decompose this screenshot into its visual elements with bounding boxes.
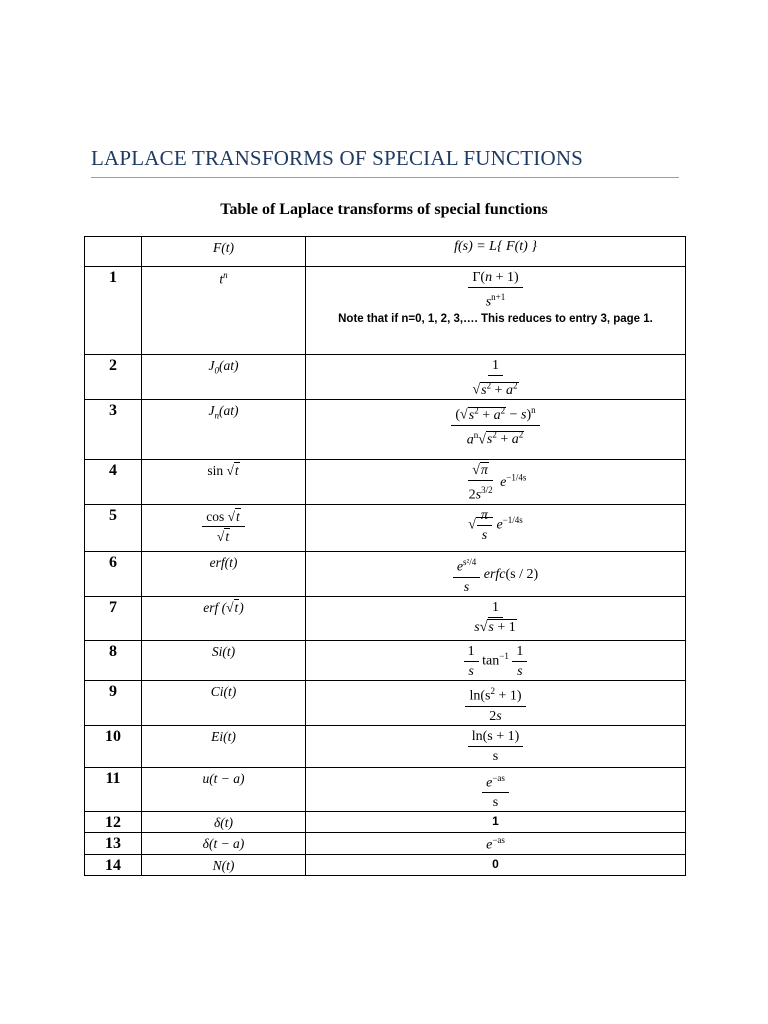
transform-cell: 1	[306, 812, 686, 833]
table-row	[85, 597, 686, 641]
page-heading: LAPLACE TRANSFORMS OF SPECIAL FUNCTIONS	[91, 146, 679, 178]
table-row	[85, 460, 686, 505]
function-cell: erf(t)	[142, 552, 306, 597]
transform-cell: $\frac{1}{s√s + 1}$	[306, 597, 686, 641]
table-row	[85, 400, 686, 460]
function-cell: u(t − a)	[142, 767, 306, 812]
row-number: 4	[85, 460, 142, 505]
function-cell: δ(t)	[142, 812, 306, 833]
row-number: 13	[85, 833, 142, 855]
header-f-of-s: f(s) = L{ F(t) }	[306, 237, 686, 267]
function-cell: N(t)	[142, 854, 306, 875]
row-number: 7	[85, 597, 142, 641]
transform-cell: $\frac{1}{√s^2 + a^2}$	[306, 355, 686, 400]
table-row	[85, 812, 686, 833]
transform-cell: $\frac{e^{s^2/4}}{s}$ erfc(s / 2)	[306, 552, 686, 597]
function-cell: $\frac{\cos √t}{√t}$	[142, 505, 306, 552]
row-number: 1	[85, 267, 142, 355]
row-number: 8	[85, 641, 142, 681]
transform-cell: $\frac{√\pi}{2s^{3/2}}$ $e^{-1/4s}$	[306, 460, 686, 505]
function-cell: Ei(t)	[142, 725, 306, 767]
row-number: 12	[85, 812, 142, 833]
transform-cell: $\frac{\Gamma(n + 1)}{s^{n+1}}$ Note that if n=0, 1, 2, 3,…. This reduces to entry 3, page 1.	[306, 267, 686, 355]
row-number: 9	[85, 681, 142, 726]
row-number: 6	[85, 552, 142, 597]
table-row	[85, 767, 686, 812]
function-cell: $J_n(at)$	[142, 400, 306, 460]
transform-cell: $\frac{e^{-as}}{s}$	[306, 767, 686, 812]
table-row	[85, 725, 686, 767]
row-number: 3	[85, 400, 142, 460]
transform-cell: √ $\frac{\pi}{s}$ $e^{-1/4s}$	[306, 505, 686, 552]
transform-cell: $e^{-as}$	[306, 833, 686, 855]
table-row	[85, 641, 686, 681]
header-F-of-t: F(t)	[142, 237, 306, 267]
transform-cell: 0	[306, 854, 686, 875]
table-row	[85, 833, 686, 855]
function-cell: Si(t)	[142, 641, 306, 681]
transform-cell: $\frac{\ln(s + 1)}{s}$	[306, 725, 686, 767]
table-row	[85, 505, 686, 552]
table-row	[85, 552, 686, 597]
entry-note: Note that if n=0, 1, 2, 3,…. This reduces to entry 3, page 1.	[338, 312, 653, 325]
table-caption: Table of Laplace transforms of special functions	[220, 201, 548, 218]
table-row	[85, 854, 686, 875]
laplace-table	[84, 236, 686, 876]
transform-cell: $\frac{(√s^2 + a^2 - s)^n}{a^n√s^2 + a^2}$	[306, 400, 686, 460]
function-cell: erf (√t)	[142, 597, 306, 641]
row-number: 5	[85, 505, 142, 552]
function-cell: δ(t − a)	[142, 833, 306, 855]
table-row	[85, 355, 686, 400]
header-blank	[85, 237, 142, 267]
transform-cell: $\frac{\ln(s^2 + 1)}{2s}$	[306, 681, 686, 726]
row-number: 2	[85, 355, 142, 400]
row-number: 14	[85, 854, 142, 875]
row-number: 11	[85, 767, 142, 812]
table-header-row	[85, 237, 686, 267]
function-cell: $J_0(at)$	[142, 355, 306, 400]
function-cell: sin √t	[142, 460, 306, 505]
function-cell: $t^n$	[142, 267, 306, 355]
row-number: 10	[85, 725, 142, 767]
transform-cell: $\frac{1}{s}$ $\tan^{-1}$ $\frac{1}{s}$	[306, 641, 686, 681]
table-row	[85, 267, 686, 355]
function-cell: Ci(t)	[142, 681, 306, 726]
table-row	[85, 681, 686, 726]
